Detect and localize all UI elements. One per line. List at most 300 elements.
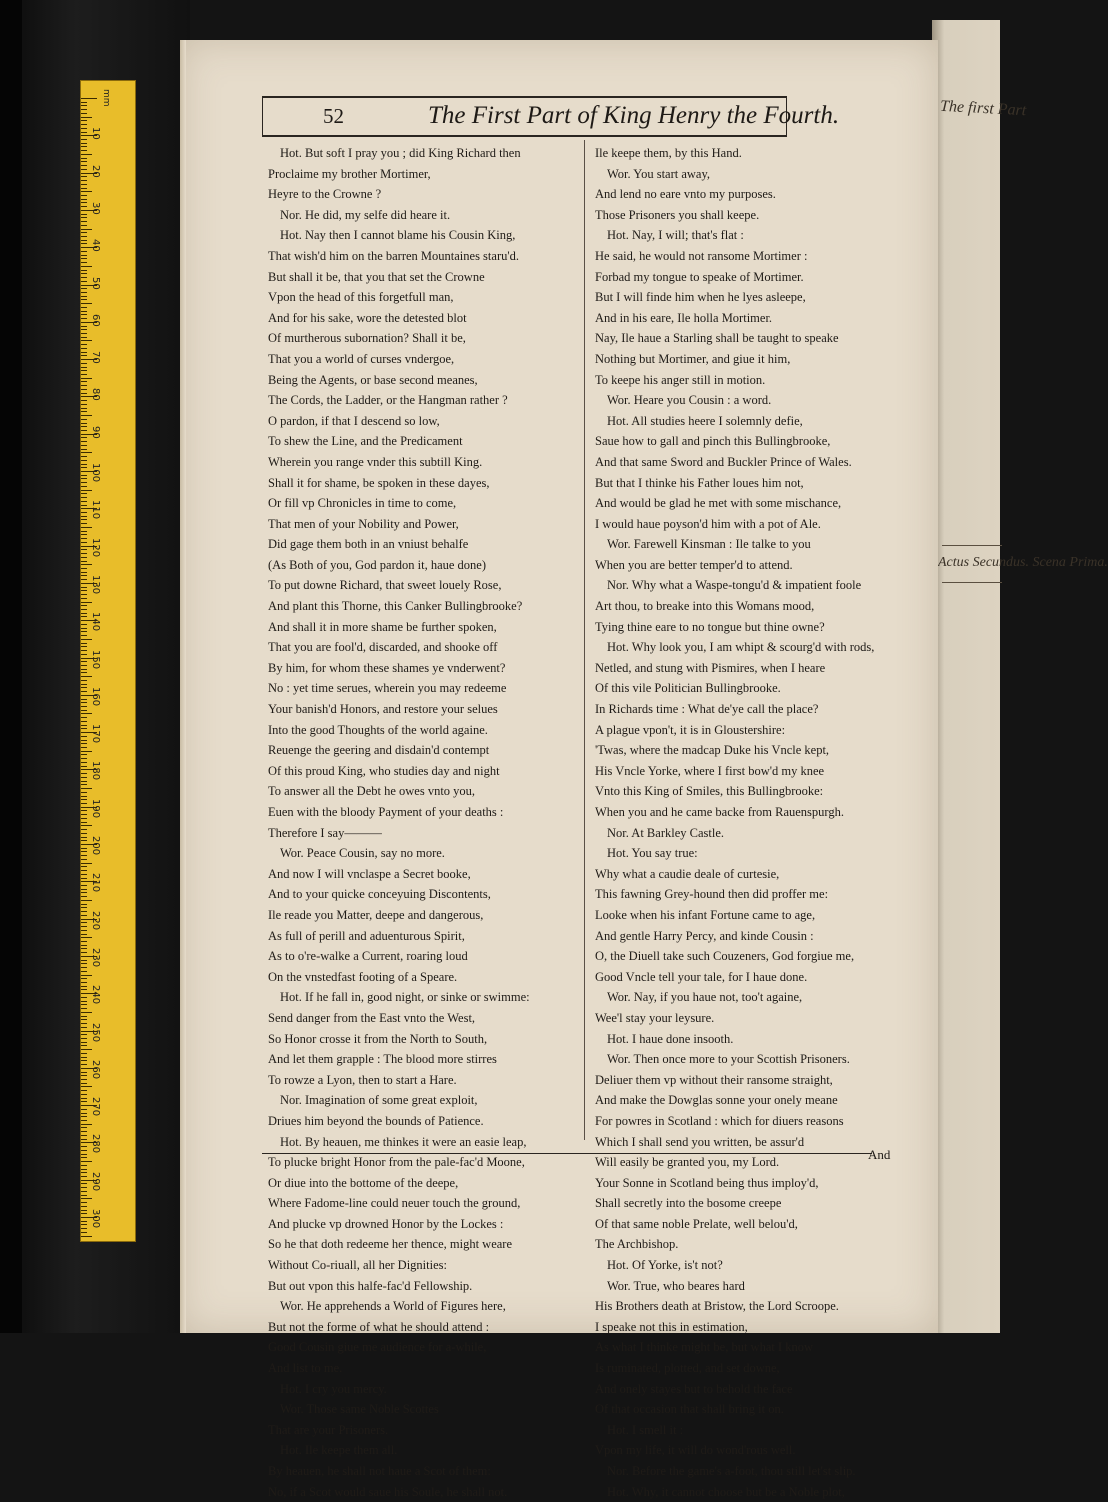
ruler-tick — [81, 747, 87, 748]
text-line: And list to me. — [268, 1361, 343, 1376]
text-line: Tying thine eare to no tongue but thine owne? — [595, 619, 825, 634]
ruler-tick — [81, 232, 87, 233]
text-line: And onely stayes but to behold the face — [595, 1381, 793, 1396]
text-line: Vpon the head of this forgetfull man, — [268, 290, 454, 305]
text-line: Shall it for shame, be spoken in these dayes, — [268, 475, 490, 490]
ruler-tick — [81, 1195, 87, 1196]
ruler-tick — [81, 542, 87, 543]
text-line: Hot. All studies heere I solemnly defie, — [607, 413, 803, 428]
ruler-tick — [81, 859, 87, 860]
ruler-tick — [81, 307, 87, 308]
ruler-tick — [81, 288, 87, 289]
ruler-tick — [81, 281, 87, 282]
ruler-tick — [81, 113, 87, 114]
text-line: Wor. Those same Noble Scottes — [280, 1402, 439, 1417]
ruler-tick — [81, 975, 92, 976]
ruler-tick — [81, 1169, 87, 1170]
header-top-rule — [262, 96, 787, 98]
text-line: Nor. Why what a Waspe-tongu'd & impatient foole — [607, 578, 862, 593]
ruler-tick — [81, 370, 87, 371]
text-line: Hot. But soft I pray you ; did King Richard then — [280, 146, 521, 160]
ruler-tick — [81, 1072, 87, 1073]
header-bottom-rule — [262, 135, 787, 137]
ruler-tick — [81, 706, 87, 707]
ruler-tick — [81, 848, 87, 849]
text-line: But that I thinke his Father loues him not, — [595, 475, 804, 490]
text-line: Vpon my life, it will do wond'rous well. — [595, 1443, 796, 1458]
text-line: Hot. I haue done insooth. — [607, 1031, 734, 1046]
ruler-tick — [81, 952, 87, 953]
ruler-tick — [81, 818, 87, 819]
text-line: Heyre to the Crowne ? — [268, 187, 382, 202]
ruler-tick — [81, 217, 87, 218]
ruler-tick — [81, 404, 87, 405]
ruler-label: 60 — [90, 313, 101, 327]
text-line: Nothing but Mortimer, and giue it him, — [595, 351, 791, 366]
ruler-tick — [81, 687, 87, 688]
ruler-tick — [81, 243, 87, 244]
ruler-tick — [81, 400, 87, 401]
ruler-tick — [81, 758, 87, 759]
text-line: And lend no eare vnto my purposes. — [595, 187, 776, 202]
ruler-tick — [81, 329, 87, 330]
text-line: To answer all the Debt he owes vnto you, — [268, 784, 476, 799]
footer-rule — [262, 1153, 872, 1154]
ruler-tick — [81, 449, 87, 450]
text-line: To keepe his anger still in motion. — [595, 372, 766, 387]
text-line: Art thou, to breake into this Womans mood, — [595, 599, 815, 614]
ruler-tick — [81, 937, 92, 938]
ruler-tick — [81, 1049, 92, 1050]
text-line: O pardon, if that I descend so low, — [268, 413, 440, 428]
ruler-tick — [81, 978, 87, 979]
text-line: Where Fadome-line could neuer touch the ground, — [268, 1196, 521, 1211]
ruler-tick — [81, 516, 87, 517]
text-line: A plague vpon't, it is in Gloustershire: — [595, 722, 786, 737]
text-line: Nay, Ile haue a Starling shall be taught to speake — [595, 331, 839, 346]
ruler-label: 120 — [90, 537, 101, 557]
ruler-tick — [81, 165, 87, 166]
ruler-label: 90 — [90, 425, 101, 439]
ruler-tick — [81, 971, 87, 972]
text-line: Wor. True, who beares hard — [607, 1278, 745, 1293]
text-line: Driues him beyond the bounds of Patience. — [268, 1113, 484, 1128]
ruler-tick — [81, 1053, 87, 1054]
ruler-tick — [81, 180, 87, 181]
ruler-tick — [81, 158, 87, 159]
text-column-right — [595, 143, 874, 1502]
ruler-tick — [81, 188, 87, 189]
text-line: Of that same noble Prelate, well belou'd, — [595, 1216, 798, 1231]
ruler-tick — [81, 519, 87, 520]
text-line: Of murtherous subornation? Shall it be, — [268, 331, 466, 346]
ruler-label: 140 — [90, 612, 101, 632]
ruler-tick — [81, 796, 87, 797]
ruler-label: 240 — [90, 985, 101, 1005]
ruler-tick — [81, 452, 92, 453]
ruler-tick — [81, 814, 87, 815]
ruler-tick — [81, 792, 87, 793]
ruler-tick — [81, 478, 87, 479]
ruler-tick — [81, 527, 92, 528]
text-line: On the vnstedfast footing of a Speare. — [268, 969, 458, 984]
ruler-tick — [81, 963, 87, 964]
ruler-tick — [81, 553, 87, 554]
text-line: In Richards time : What de'ye call the place? — [595, 702, 819, 717]
ruler-tick — [81, 534, 87, 535]
ruler-tick — [81, 363, 87, 364]
ruler-tick — [81, 1165, 87, 1166]
ruler-tick — [81, 810, 87, 811]
ruler-tick — [81, 1198, 92, 1199]
ruler-tick — [81, 1135, 87, 1136]
ruler-tick — [81, 907, 87, 908]
text-line: Or diue into the bottome of the deepe, — [268, 1175, 459, 1190]
ruler-tick — [81, 486, 87, 487]
ruler-label: 200 — [90, 836, 101, 856]
ruler-tick — [81, 467, 87, 468]
ruler-tick — [81, 598, 87, 599]
text-line: And gentle Harry Percy, and kinde Cousin : — [595, 928, 814, 943]
ruler-tick — [81, 531, 87, 532]
ruler-tick — [81, 878, 87, 879]
ruler-tick — [81, 1008, 87, 1009]
text-line: Nor. At Barkley Castle. — [607, 825, 724, 840]
text-line: Being the Agents, or base second meanes, — [268, 372, 478, 387]
text-line: Send danger from the East vnto the West, — [268, 1010, 476, 1025]
ruler-tick — [81, 441, 87, 442]
text-line: Hot. Nay then I cannot blame his Cousin King, — [280, 228, 516, 243]
ruler-tick — [81, 352, 87, 353]
text-line: Into the good Thoughts of the world againe. — [268, 722, 488, 737]
text-line: Without Co-riuall, all her Dignities: — [268, 1258, 447, 1273]
ruler-tick — [81, 1176, 87, 1177]
text-line: Reuenge the geering and disdain'd contempt — [268, 743, 490, 758]
ruler-tick — [81, 911, 87, 912]
text-line: Nor. He did, my selfe did heare it. — [280, 207, 451, 222]
ruler-tick — [81, 799, 87, 800]
ruler-tick — [81, 1157, 87, 1158]
ruler-tick — [81, 728, 87, 729]
text-line: And to your quicke conceyuing Discontents, — [268, 887, 491, 902]
text-line: His Brothers death at Bristow, the Lord Scroope. — [595, 1299, 839, 1314]
ruler-tick — [81, 725, 87, 726]
ruler-tick — [81, 840, 87, 841]
ruler-tick — [81, 512, 87, 513]
ruler-tick — [81, 1001, 87, 1002]
ruler-tick — [81, 258, 87, 259]
text-line: Wherein you range vnder this subtill King. — [268, 454, 483, 469]
ruler-tick — [81, 1064, 87, 1065]
ruler-tick — [81, 1075, 87, 1076]
page-number: 52 — [323, 104, 344, 128]
ruler-tick — [81, 1161, 92, 1162]
ruler-tick — [81, 381, 87, 382]
text-line: To rowze a Lyon, then to start a Hare. — [268, 1072, 457, 1087]
ruler-label: 160 — [90, 686, 101, 706]
ruler-tick — [81, 851, 87, 852]
ruler-tick — [81, 415, 92, 416]
text-line: Euen with the bloody Payment of your deaths : — [268, 805, 504, 819]
text-line: Of that occasion that shall bring it on. — [595, 1402, 784, 1417]
ruler-tick — [81, 1045, 87, 1046]
ruler-tick — [81, 333, 87, 334]
text-line: But shall it be, that you that set the Crowne — [268, 269, 485, 284]
text-line: This fawning Grey-hound then did proffer me: — [595, 887, 829, 902]
ruler-tick — [81, 874, 87, 875]
ruler-tick — [81, 296, 87, 297]
ruler-tick — [81, 676, 92, 677]
ruler-tick — [81, 665, 87, 666]
text-line: By him, for whom these shames ye vnderwent? — [268, 660, 506, 675]
text-line: O, the Diuell take such Couzeners, God forgiue me, — [595, 949, 855, 964]
ruler-tick — [81, 822, 87, 823]
ruler-tick — [81, 195, 87, 196]
ruler-tick — [81, 587, 87, 588]
ruler-tick — [81, 445, 87, 446]
text-line: But I will finde him when he lyes asleepe, — [595, 290, 806, 305]
ruler-label: 10 — [90, 127, 101, 141]
ruler-tick — [81, 225, 87, 226]
ruler-tick — [81, 1131, 87, 1132]
ruler-tick — [81, 139, 87, 140]
ruler-tick — [81, 109, 87, 110]
text-line: Hot. Of Yorke, is't not? — [607, 1258, 723, 1273]
ruler-tick — [81, 490, 92, 491]
ruler-tick — [81, 475, 87, 476]
ruler-tick — [81, 572, 87, 573]
catchword: And — [868, 1147, 891, 1162]
ruler-tick — [81, 460, 87, 461]
ruler-tick — [81, 684, 87, 685]
ruler-tick — [81, 1023, 87, 1024]
ruler-tick — [81, 564, 92, 565]
ruler-label: 110 — [90, 500, 101, 520]
text-line: That you a world of curses vndergoe, — [268, 351, 455, 366]
text-line: And in his eare, Ile holla Mortimer. — [595, 310, 773, 325]
header-left-rule — [262, 96, 263, 137]
text-line: Hot. Why look you, I am whipt & scourg'd with rods, — [607, 640, 875, 655]
ruler-tick — [81, 561, 87, 562]
text-line: Which I shall send you written, be assur'd — [595, 1134, 805, 1149]
ruler-label: 50 — [90, 276, 101, 290]
ruler-tick — [81, 437, 87, 438]
ruler-tick — [81, 146, 87, 147]
text-line: Wor. Heare you Cousin : a word. — [607, 393, 772, 408]
text-line: Good Cousin giue me audience for a-while, — [268, 1340, 487, 1355]
text-line: I speake not this in estimation, — [595, 1319, 748, 1334]
ruler-tick — [81, 1012, 92, 1013]
ruler-tick — [81, 609, 87, 610]
ruler-tick — [81, 654, 87, 655]
ruler-tick — [81, 236, 87, 237]
facing-page — [932, 20, 1108, 1333]
text-line: Hot. I smell it : — [607, 1422, 684, 1437]
ruler-label: 220 — [90, 910, 101, 930]
ruler-label: 300 — [90, 1209, 101, 1229]
ruler-tick — [81, 672, 87, 673]
ruler-label: 130 — [90, 574, 101, 594]
ruler-tick — [81, 98, 97, 99]
ruler-tick — [81, 1224, 87, 1225]
ruler-tick — [81, 385, 87, 386]
ruler-tick — [81, 743, 87, 744]
ruler-tick — [81, 340, 92, 341]
text-line: For powres in Scotland : which for diuers reasons — [595, 1113, 844, 1128]
ruler-tick — [81, 885, 87, 886]
ruler-tick — [81, 1236, 92, 1237]
ruler-tick — [81, 251, 87, 252]
ruler-tick — [81, 781, 87, 782]
ruler-tick — [81, 650, 87, 651]
ruler-tick — [81, 788, 92, 789]
ruler-tick — [81, 982, 87, 983]
ruler-label: 290 — [90, 1171, 101, 1191]
ruler-tick — [81, 773, 87, 774]
ruler-tick — [81, 661, 87, 662]
ruler-label: 170 — [90, 724, 101, 744]
ruler-tick — [81, 997, 87, 998]
ruler-tick — [81, 169, 87, 170]
ruler-tick — [81, 176, 87, 177]
text-line: Hot. I cry you mercy. — [280, 1381, 387, 1396]
ruler-tick — [81, 311, 87, 312]
ruler-tick — [81, 1034, 87, 1035]
ruler-tick — [81, 829, 87, 830]
ruler-tick — [81, 1228, 87, 1229]
text-line: Hot. You say true: — [607, 846, 698, 861]
ruler-tick — [81, 292, 87, 293]
ruler-tick — [81, 904, 87, 905]
ruler-tick — [81, 482, 87, 483]
text-line: He said, he would not ransome Mortimer : — [595, 248, 808, 263]
ruler-tick — [81, 240, 87, 241]
ruler-tick — [81, 777, 87, 778]
ruler-tick — [81, 314, 87, 315]
ruler-tick — [81, 557, 87, 558]
ruler-tick — [81, 837, 87, 838]
ruler-tick — [81, 1094, 87, 1095]
ruler-tick — [81, 1004, 87, 1005]
text-line: As what I thinke might be, but what I know — [595, 1340, 814, 1355]
ruler-tick — [81, 493, 87, 494]
ruler-tick — [81, 766, 87, 767]
facing-page-rule — [942, 545, 1002, 546]
text-line: Therefore I say——— — [268, 825, 382, 840]
text-line: Your banish'd Honors, and restore your selues — [268, 702, 498, 717]
ruler-tick — [81, 1146, 87, 1147]
ruler-tick — [81, 710, 87, 711]
ruler-tick — [81, 941, 87, 942]
running-title: The First Part of King Henry the Fourth. — [428, 102, 840, 129]
ruler-tick — [81, 1187, 87, 1188]
ruler-tick — [81, 680, 87, 681]
ruler-label: 70 — [90, 351, 101, 364]
text-line: Wor. Then once more to your Scottish Prisoners. — [607, 1052, 850, 1067]
ruler-tick — [81, 635, 87, 636]
text-line: Looke when his infant Fortune came to age, — [595, 907, 816, 922]
ruler-tick — [81, 430, 87, 431]
ruler-label: 20 — [90, 164, 101, 178]
text-line: To shew the Line, and the Predicament — [268, 434, 463, 449]
ruler-tick — [81, 523, 87, 524]
ruler-tick — [81, 355, 87, 356]
ruler-tick — [81, 299, 87, 300]
ruler-tick — [81, 497, 87, 498]
text-line: And that same Sword and Buckler Prince of Wales. — [595, 454, 852, 469]
text-line: Good Vncle tell your tale, for I haue done. — [595, 969, 808, 984]
text-line: Nor. Imagination of some great exploit, — [280, 1093, 478, 1108]
ruler-label: 210 — [90, 873, 101, 893]
text-line: That you are fool'd, discarded, and shooke off — [268, 640, 498, 655]
ruler-tick — [81, 456, 87, 457]
text-line: Hot. Why, it cannot choose but be a Noble plot, — [607, 1484, 845, 1499]
ruler-tick — [81, 643, 87, 644]
ruler-tick — [81, 120, 87, 121]
ruler-tick — [81, 669, 87, 670]
text-line: Wor. Nay, if you haue not, too't againe, — [607, 990, 803, 1005]
ruler-tick — [81, 1116, 87, 1117]
ruler-tick — [81, 702, 87, 703]
ruler-tick — [81, 863, 92, 864]
text-line: Vnto this King of Smiles, this Bullingbrooke: — [595, 784, 824, 799]
ruler-tick — [81, 1154, 87, 1155]
ruler-tick — [81, 986, 87, 987]
ruler-tick — [81, 926, 87, 927]
ruler-tick — [81, 1232, 87, 1233]
ruler-tick — [81, 117, 92, 118]
ruler-tick — [81, 624, 87, 625]
ruler-tick — [81, 124, 87, 125]
ruler-tick — [81, 1213, 87, 1214]
ruler-tick — [81, 143, 87, 144]
text-line: Forbad my tongue to speake of Mortimer. — [595, 269, 804, 284]
ruler-tick — [81, 538, 87, 539]
ruler-tick — [81, 1183, 87, 1184]
ruler-tick — [81, 1120, 87, 1121]
ruler-tick — [81, 754, 87, 755]
text-line: But out vpon this halfe-fac'd Fellowship. — [268, 1278, 473, 1293]
text-line: The Archbishop. — [595, 1237, 679, 1252]
text-line: And shall it in more shame be further spoken, — [268, 619, 497, 634]
ruler-label: 150 — [90, 649, 101, 669]
page-gutter-edge — [180, 40, 186, 1333]
text-line: Hot. By heauen, me thinkes it were an easie leap, — [280, 1134, 527, 1149]
text-line: Wor. Peace Cousin, say no more. — [280, 846, 445, 861]
ruler-tick — [81, 900, 92, 901]
ruler-tick — [81, 631, 87, 632]
text-line: Hot. Nay, I will; that's flat : — [607, 228, 744, 243]
ruler-tick — [81, 1127, 87, 1128]
text-line: Of this proud King, who studies day and night — [268, 763, 500, 778]
text-line: Is ruminated, plotted, and set downe, — [595, 1361, 780, 1376]
ruler-tick — [81, 1202, 87, 1203]
ruler-tick — [81, 102, 87, 103]
ruler-tick — [81, 628, 87, 629]
text-line: Ile reade you Matter, deepe and dangerous, — [268, 907, 484, 922]
ruler-tick — [81, 855, 87, 856]
ruler-tick — [81, 1206, 87, 1207]
ruler-tick — [81, 419, 87, 420]
ruler-label: 260 — [90, 1059, 101, 1079]
text-line: That are your Prisoners. — [268, 1422, 389, 1437]
ruler-tick — [81, 1090, 87, 1091]
ruler-tick — [81, 132, 87, 133]
ruler-tick — [81, 590, 87, 591]
ruler-tick — [81, 549, 87, 550]
text-line: Wor. He apprehends a World of Figures here, — [280, 1299, 506, 1314]
text-line: Of this vile Politician Bullingbrooke. — [595, 681, 781, 696]
